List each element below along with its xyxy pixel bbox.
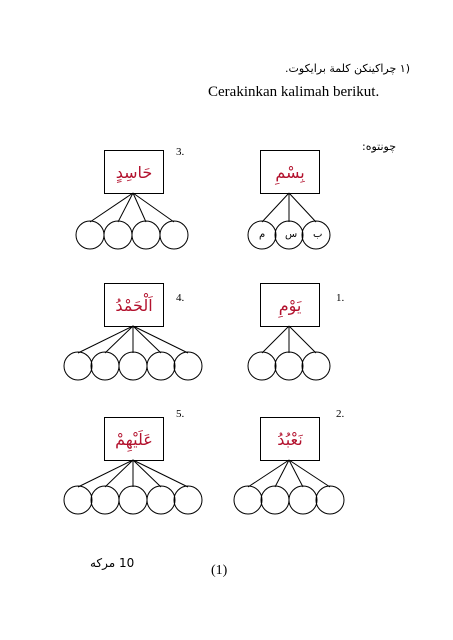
word-yaumi: يَوْمِ [278,295,302,315]
word-nabudu: نَعْبُدُ [277,429,303,449]
answer-circle [174,486,202,514]
tree-item-3 [76,193,188,249]
answer-circle [64,486,92,514]
answer-circle [147,486,175,514]
answer-circle [275,352,303,380]
word-alaihim: عَلَيْهِمْ [115,429,153,449]
item-number-1: 1. [336,292,345,304]
answer-circle [234,486,262,514]
answer-circle [289,486,317,514]
item-number-2: 2. [336,408,345,420]
marks-label: 10 مرکه [90,556,135,570]
item-number-5: 5. [176,408,185,420]
answer-circle [119,352,147,380]
word-hasid: حَاسِدٍ [115,162,153,182]
answer-circle [76,221,104,249]
word-bismi: بِسْمِ [275,162,305,182]
answer-circle [119,486,147,514]
answer-circle [64,352,92,380]
tree-item-5 [64,460,202,514]
instruction-malay: Cerakinkan kalimah berikut. [208,84,380,100]
tree-item-4 [64,326,202,380]
answer-circle [132,221,160,249]
answer-circle [174,352,202,380]
answer-circle [91,352,119,380]
answer-circle [91,486,119,514]
word-alhamdu: اَلْحَمْدُ [115,295,153,315]
page-number: (1) [211,563,228,578]
answer-circle [248,352,276,380]
example-letter-ba: ب [313,229,323,240]
instruction-jawi: (١ چراکينکن کلمة برايکوت. [285,62,410,75]
answer-circle [316,486,344,514]
answer-circle [160,221,188,249]
tree-example [248,193,330,249]
example-label: چونتوه: [362,140,397,153]
answer-circle [104,221,132,249]
answer-circle [261,486,289,514]
tree-item-1 [248,326,330,380]
answer-circle [147,352,175,380]
answer-circle [302,352,330,380]
tree-item-2 [234,460,344,514]
item-number-4: 4. [176,292,185,304]
example-letter-sin: س [285,229,298,240]
example-letter-mim: م [259,229,266,240]
item-number-3: 3. [176,146,185,158]
